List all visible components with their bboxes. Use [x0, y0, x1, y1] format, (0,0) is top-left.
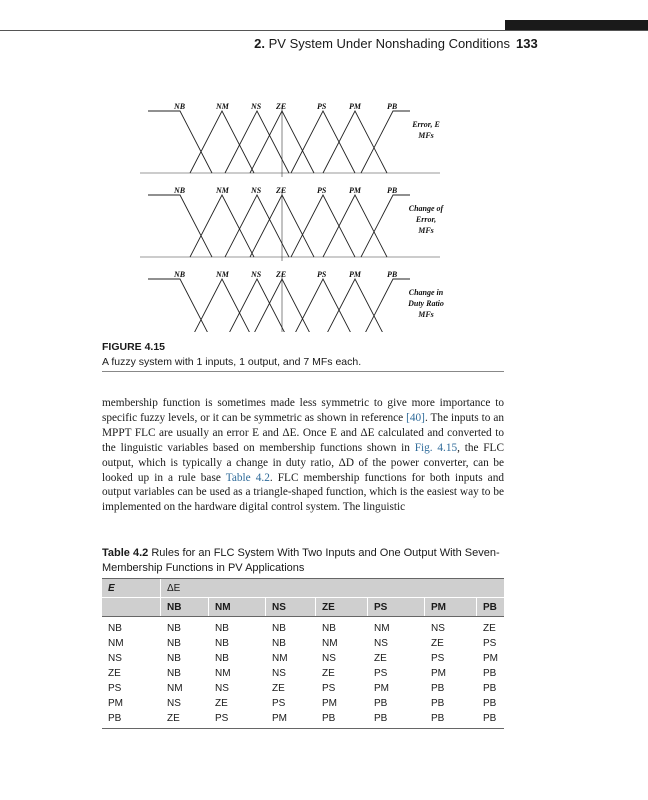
- table-cell: PM: [266, 711, 316, 729]
- panel-caption: Duty Ratio: [408, 299, 444, 308]
- table-cell: PB: [477, 666, 505, 681]
- column-header: NB: [161, 598, 209, 617]
- mf-triangle: [190, 111, 254, 173]
- body-text-1: membership function is sometimes made less symmetric to give more importance to specific fuzzy levels, or it can be symmetric as shown in reference: [102, 397, 504, 424]
- mf-label: PM: [349, 270, 361, 279]
- panel-caption: MFs: [418, 310, 434, 319]
- row-label: NM: [108, 638, 124, 649]
- mf-triangle: [291, 111, 355, 173]
- table-row: [102, 681, 504, 696]
- body-text-4: . FLC membership functions for both inputs and output variables can be used as a triangle-shaped function, which is the easiest way to be implemented on the hardware digital control system. The linguistic: [102, 471, 504, 514]
- header-bar: [505, 20, 648, 30]
- table-cell: PB: [477, 681, 505, 696]
- mf-label: PS: [317, 186, 327, 195]
- table-cell: NS: [161, 696, 209, 711]
- mf-triangle: [190, 279, 254, 332]
- table-cell: PB: [368, 711, 425, 729]
- figure-label: FIGURE 4.15: [102, 341, 166, 353]
- chapter-number: 2.: [254, 36, 266, 51]
- mf-triangle: [361, 111, 410, 173]
- table-cell: PS: [209, 711, 266, 729]
- column-header: PB: [477, 598, 505, 617]
- table-cell: NM: [316, 636, 368, 651]
- table-cell: NS: [209, 681, 266, 696]
- table-cell: NS: [266, 666, 316, 681]
- mf-triangle: [225, 195, 289, 257]
- mf-label: NM: [216, 270, 229, 279]
- mf-label: ZE: [276, 102, 287, 111]
- column-header: NM: [209, 598, 266, 617]
- table-cell: NB: [316, 617, 368, 637]
- table-cell: NS: [368, 636, 425, 651]
- mf-label: NB: [174, 270, 186, 279]
- row-label: ZE: [108, 668, 121, 679]
- panel-caption: MFs: [418, 131, 434, 140]
- table-cell: PS: [316, 681, 368, 696]
- page-number: 133: [516, 36, 538, 51]
- table-cell: PM: [477, 651, 505, 666]
- panel-caption: Error, E: [412, 120, 440, 129]
- table-title-text: Rules for an FLC System With Two Inputs and One Output With Seven-Membership Functions in PV Applications: [102, 547, 500, 574]
- mf-label: NM: [216, 102, 229, 111]
- column-header: NS: [266, 598, 316, 617]
- table-cell: PB: [316, 711, 368, 729]
- table-label: Table 4.2: [102, 547, 149, 559]
- table-cell: PB: [477, 711, 505, 729]
- table-cell: ZE: [425, 636, 477, 651]
- table-cell: PM: [425, 666, 477, 681]
- row-label: PM: [108, 698, 123, 709]
- table-cell: PS: [425, 651, 477, 666]
- figure-caption: A fuzzy system with 1 inputs, 1 output, and 7 MFs each.: [102, 356, 362, 368]
- table-cell: NB: [266, 617, 316, 637]
- row-label: NS: [108, 653, 122, 664]
- mf-triangle: [190, 195, 254, 257]
- table-cell: PB: [425, 711, 477, 729]
- running-head: [200, 36, 510, 51]
- corner-cell: [102, 598, 161, 617]
- mf-label: NB: [174, 102, 186, 111]
- table-cell: ZE: [209, 696, 266, 711]
- table-cell: NS: [425, 617, 477, 637]
- table-cell: ZE: [368, 651, 425, 666]
- table-cell: ZE: [161, 711, 209, 729]
- mf-label: PB: [387, 186, 398, 195]
- table-title: [102, 546, 504, 576]
- table-cell: ZE: [316, 666, 368, 681]
- body-paragraph: [102, 396, 504, 515]
- table-cell: PS: [477, 636, 505, 651]
- body-text-3: , the FLC output, which is typically a change in duty ratio, ΔD of the power converter, can be looked up in a rule base: [102, 441, 504, 484]
- mf-label: NS: [251, 186, 262, 195]
- mf-label: PS: [317, 102, 327, 111]
- mf-label: PB: [387, 270, 398, 279]
- row-label: NB: [108, 623, 122, 634]
- row-header: E: [102, 579, 161, 598]
- mf-label: NB: [174, 186, 186, 195]
- mf-triangle: [361, 195, 410, 257]
- mf-label: ZE: [276, 186, 287, 195]
- mf-label: PM: [349, 102, 361, 111]
- header-rule: [0, 30, 648, 31]
- table-cell: NM: [161, 681, 209, 696]
- table-cell: PB: [425, 696, 477, 711]
- table-row: [102, 651, 504, 666]
- table-cell: PM: [316, 696, 368, 711]
- table-reference-link[interactable]: Table 4.2: [225, 471, 270, 484]
- mf-label: NS: [251, 102, 262, 111]
- body-text-2: . The inputs to an MPPT FLC are usually an error E and ΔE. Once E and ΔE calculated and converted to the linguistic variables based on membership functions shown in: [102, 411, 504, 454]
- table-cell: NS: [316, 651, 368, 666]
- mf-triangle: [148, 279, 212, 332]
- table-cell: NB: [209, 617, 266, 637]
- mf-triangle: [225, 111, 289, 173]
- table-cell: PB: [477, 696, 505, 711]
- mf-label: PB: [387, 102, 398, 111]
- table-cell: PB: [368, 696, 425, 711]
- table-row: [102, 617, 504, 637]
- table-cell: PS: [266, 696, 316, 711]
- panel-caption: Change of: [408, 204, 444, 213]
- panel-caption: Error,: [415, 215, 437, 224]
- table-cell: NB: [161, 666, 209, 681]
- rule-table-body: [102, 617, 504, 729]
- table-row: [102, 666, 504, 681]
- table-cell: PB: [425, 681, 477, 696]
- table-cell: PS: [368, 666, 425, 681]
- column-header: PM: [425, 598, 477, 617]
- mf-triangle: [148, 195, 212, 257]
- table-cell: NM: [209, 666, 266, 681]
- panel-caption: MFs: [418, 226, 434, 235]
- mf-triangle: [291, 195, 355, 257]
- row-label: PS: [108, 683, 122, 694]
- table-cell: NB: [161, 651, 209, 666]
- mf-label: PS: [317, 270, 327, 279]
- column-header: PS: [368, 598, 425, 617]
- table-cell: NB: [161, 617, 209, 637]
- table-cell: NB: [161, 636, 209, 651]
- rule-table: [102, 578, 504, 729]
- table-cell: ZE: [266, 681, 316, 696]
- mf-triangle: [225, 279, 289, 332]
- chapter-title: PV System Under Nonshading Conditions: [268, 36, 510, 51]
- table-row: [102, 636, 504, 651]
- column-header: ZE: [316, 598, 368, 617]
- table-cell: ZE: [477, 617, 505, 637]
- table-cell: NM: [368, 617, 425, 637]
- mf-triangle: [148, 111, 212, 173]
- figure-rule: [102, 371, 504, 372]
- row-label: PB: [102, 711, 161, 729]
- table-cell: NB: [209, 651, 266, 666]
- table-cell: PM: [368, 681, 425, 696]
- mf-label: NS: [251, 270, 262, 279]
- mf-label: ZE: [276, 270, 287, 279]
- mf-label: NM: [216, 186, 229, 195]
- mf-label: PM: [349, 186, 361, 195]
- table-row: [102, 696, 504, 711]
- figure-reference-link[interactable]: Fig. 4.15: [414, 441, 458, 454]
- membership-functions-figure: [140, 96, 460, 332]
- table-cell: NB: [266, 636, 316, 651]
- table-cell: NM: [266, 651, 316, 666]
- mf-triangle: [323, 279, 387, 332]
- panel-caption: Change in: [408, 288, 444, 297]
- table-row: [102, 711, 504, 729]
- mf-triangle: [291, 279, 355, 332]
- column-group-header: ΔE: [161, 579, 505, 598]
- reference-link-40[interactable]: [40]: [406, 411, 425, 424]
- table-cell: NB: [209, 636, 266, 651]
